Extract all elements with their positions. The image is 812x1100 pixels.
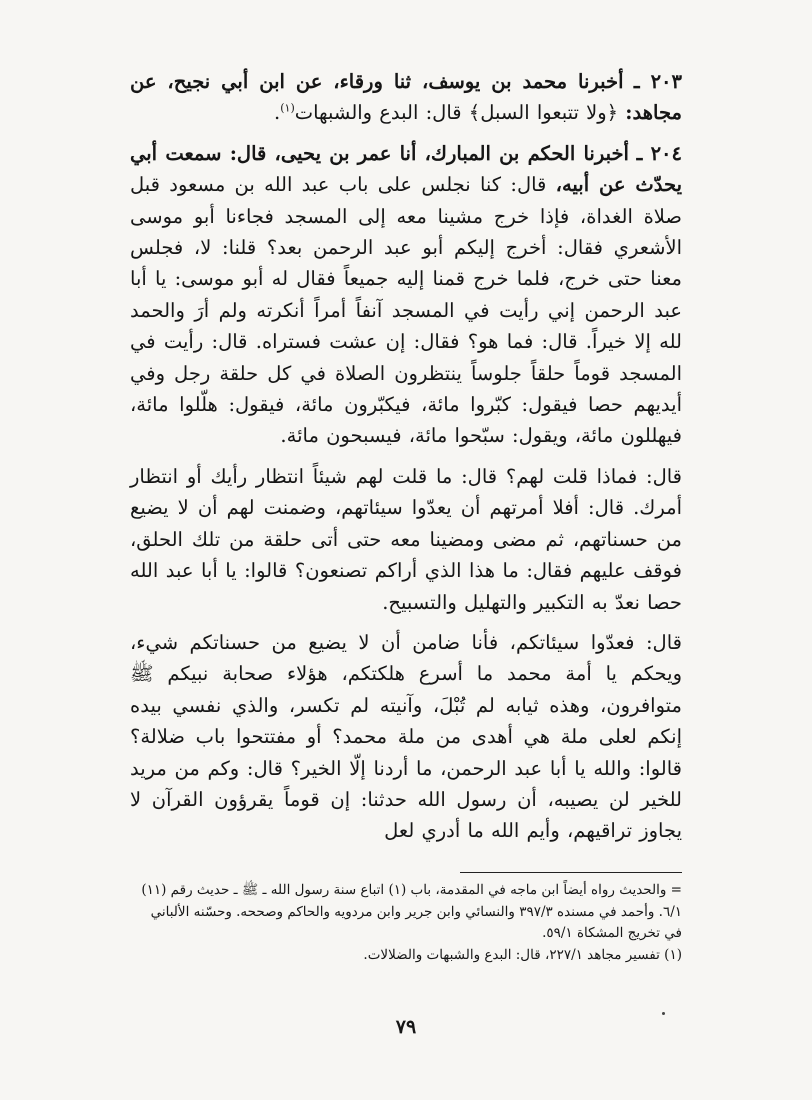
paragraph	[130, 627, 682, 847]
hadith-203	[130, 66, 682, 129]
paragraph-text: قال: فماذا قلت لهم؟ قال: ما قلت لهم شيئاً انتظار رأيك أو انتظار أمرك. قال: أفلا أمرتهم أن يعدّوا سيئاتهم، وضمنت لهم أن لا يضيع من حسناتهم، ثم مضى ومضينا معه حتى أتى حلقة من تلك الحلق، فوقف عليهم فقال: ما هذا الذي أراكم تصنعون؟ قالوا: يا أبا عبد الله حصا نعدّ به التكبير والتهليل والتسبيح.	[130, 464, 682, 614]
hadith-isnad: أخبرنا محمد بن يوسف، ثنا ورقاء، عن ابن أبي نجيح، عن مجاهد:	[130, 70, 682, 125]
page-number: ٧٩	[395, 1016, 417, 1038]
hadith-number: ٢٠٤ ـ	[636, 141, 682, 165]
hadith-204	[130, 138, 682, 452]
hadith-text: ﴿ولا تتبعوا السبل﴾ قال: البدع والشبهات	[294, 101, 619, 125]
footnotes	[130, 880, 682, 966]
hadith-isnad: أخبرنا الحكم بن المبارك، أنا عمر بن يحيى، قال: سمعت أبي يحدّث عن أبيه،	[130, 141, 682, 197]
scan-speck	[662, 1012, 665, 1015]
hadith-text: قال: كنا نجلس على باب عبد الله بن مسعود قبل صلاة الغداة، فإذا خرج مشينا معه إلى المسجد فجاءنا أبو موسى الأشعري فقال: أخرج إليكم أبو عبد الرحمن بعد؟ قلنا: لا، فجلس معنا حتى خرج، فلما خرج قمنا إليه جميعاً فقال له أبو موسى: يا أبا عبد الرحمن إني رأيت في المسجد آنفاً أمراً أنكرته ولم أرَ والحمد لله إلا خيراً. قال: فما هو؟ فقال: إن عشت فستراه. قال: رأيت في المسجد قوماً حلقاً جلوساً ينتظرون الصلاة في كل حلقة رجل وفي أيديهم حصا فيقول: كبّروا مائة، فيكبّرون مائة، فيقول: هلّلوا مائة، فيهللون مائة، ويقول: سبّحوا مائة، فيسبحون مائة.	[130, 173, 682, 448]
footnote-reference: (١)	[280, 101, 295, 115]
footnote: = والحديث رواه أيضاً ابن ماجه في المقدمة، باب (١) اتباع سنة رسول الله ـ ﷺ ـ حديث رقم (١١) ٦/١. وأحمد في مسنده ٣٩٧/٣ والنسائي وابن جرير وابن مردويه والحاكم وصححه. وحسّنه الألباني في تخريج المشكاة ٥٩/١.	[141, 882, 682, 942]
hadith-text-end: .	[274, 101, 281, 125]
paragraph-text: قال: فعدّوا سيئاتكم، فأنا ضامن أن لا يضيع من حسناتكم شيء، ويحكم يا أمة محمد ما أسرع هلكتكم، هؤلاء صحابة نبيكم ﷺ متوافرون، وهذه ثيابه لم تُبْلَ، وآنيته لم تكسر، والذي نفسي بيده إنكم لعلى ملة هي أهدى من ملة محمد؟ أو مفتتحوا باب ضلالة؟ قالوا: والله يا أبا عبد الرحمن، ما أردنا إلّا الخير؟ قال: وكم من مريد للخير لن يصيبه، أن رسول الله حدثنا: إن قوماً يقرؤون القرآن لا يجاوز تراقيهم، وأيم الله ما أدري لعل	[130, 630, 682, 843]
hadith-number: ٢٠٣ ـ	[633, 70, 682, 93]
main-text	[130, 66, 682, 847]
footnote: (١) تفسير مجاهد ٢٢٧/١، قال: البدع والشبهات والضلالات.	[363, 946, 682, 963]
paragraph	[130, 461, 682, 618]
footnote-divider	[460, 872, 682, 873]
